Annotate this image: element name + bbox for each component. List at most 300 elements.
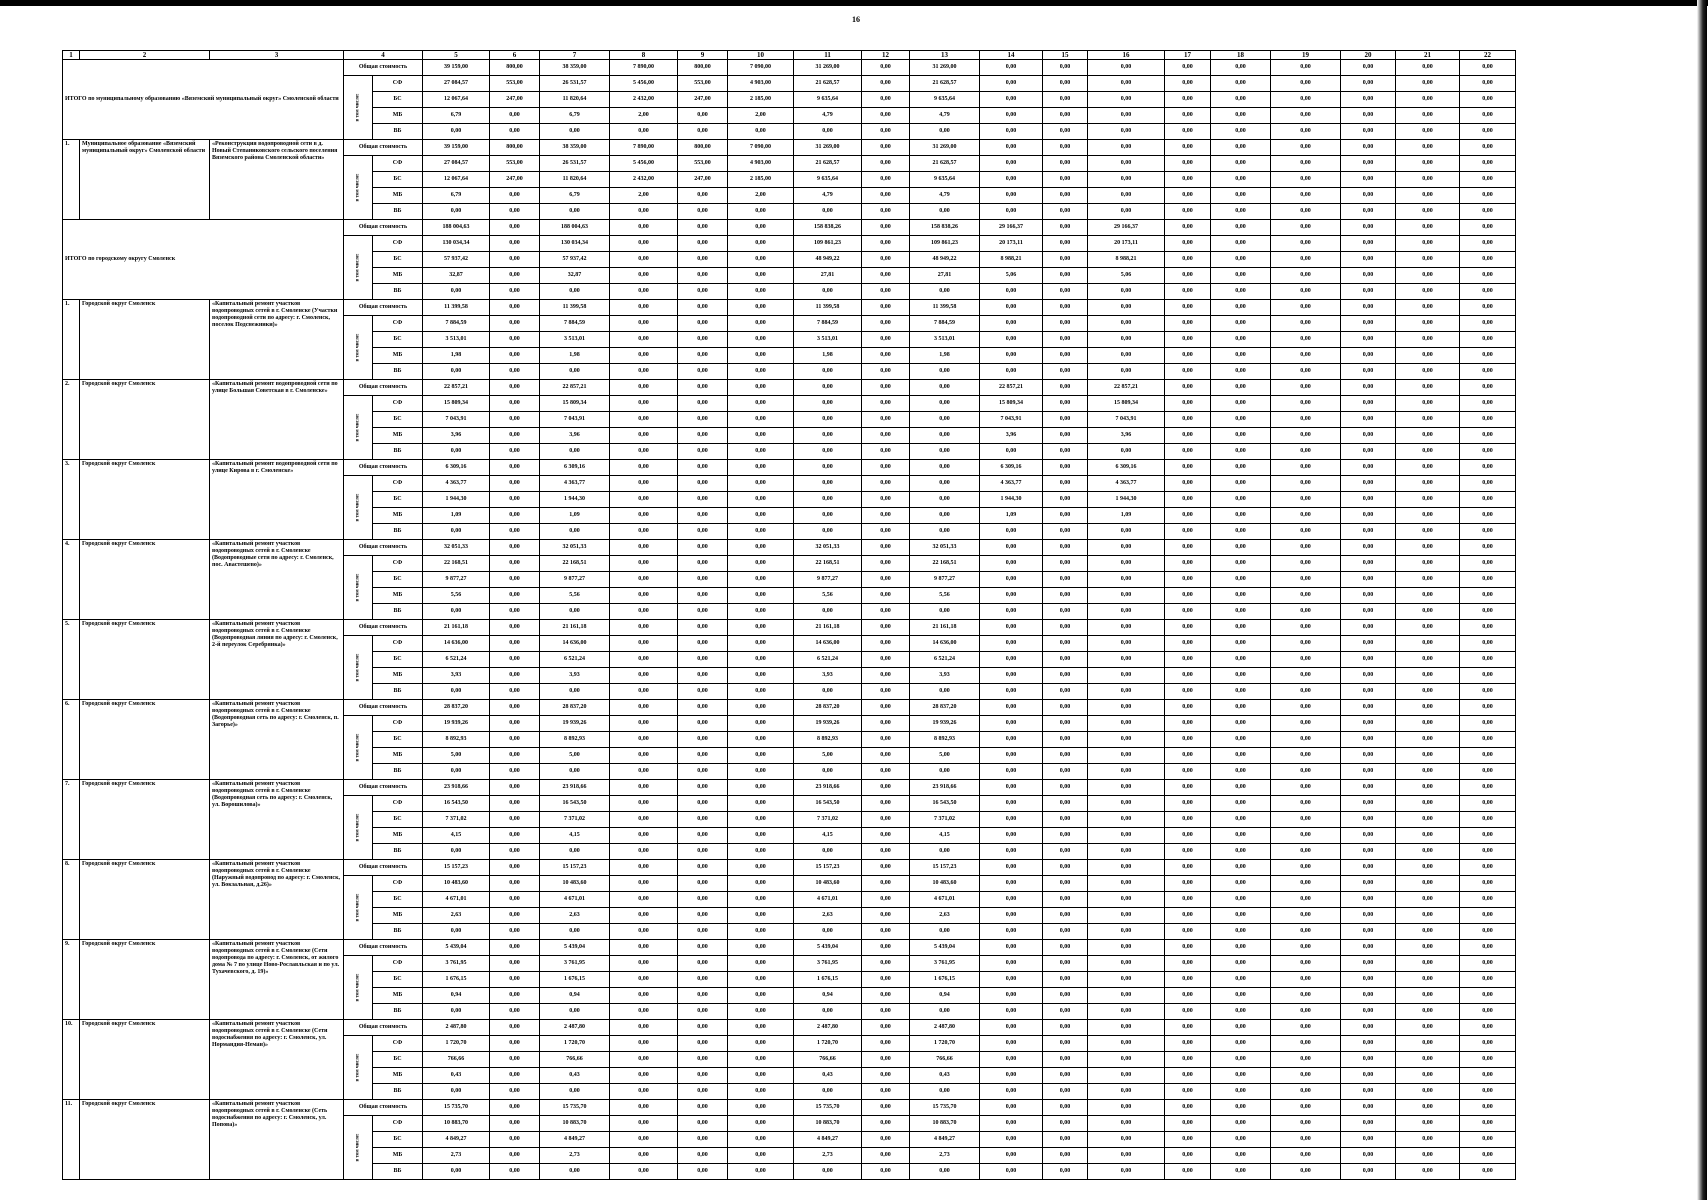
value-cell: 0,00: [1043, 476, 1088, 492]
value-cell: 27 084,57: [423, 76, 490, 92]
value-cell: 0,00: [1396, 460, 1460, 476]
value-cell: 0,00: [423, 924, 490, 940]
value-cell: 0,00: [980, 364, 1043, 380]
value-cell: 0,00: [728, 572, 794, 588]
value-cell: 0,00: [728, 236, 794, 252]
value-cell: 2,00: [728, 108, 794, 124]
value-cell: 32 051,33: [540, 540, 610, 556]
value-cell: 14 636,00: [540, 636, 610, 652]
value-cell: 188 004,63: [540, 220, 610, 236]
value-cell: 0,00: [1341, 588, 1396, 604]
value-cell: 21 161,18: [910, 620, 980, 636]
value-cell: 0,00: [1043, 412, 1088, 428]
value-cell: 0,00: [1271, 988, 1341, 1004]
value-cell: 0,00: [728, 876, 794, 892]
value-cell: 0,00: [1043, 572, 1088, 588]
value-cell: 0,00: [1396, 252, 1460, 268]
value-cell: 0,00: [1460, 684, 1516, 700]
value-cell: 0,00: [678, 892, 728, 908]
value-cell: 0,00: [1211, 220, 1271, 236]
value-cell: 0,00: [1043, 524, 1088, 540]
including-label: [344, 1036, 373, 1100]
value-cell: 10 483,60: [423, 876, 490, 892]
value-cell: 0,00: [1088, 1164, 1165, 1180]
including-label: [344, 1116, 373, 1180]
value-cell: 28 837,20: [794, 700, 862, 716]
including-label: [344, 476, 373, 540]
value-cell: 0,00: [1396, 124, 1460, 140]
value-cell: 0,00: [1165, 988, 1211, 1004]
value-cell: 28 837,20: [910, 700, 980, 716]
value-cell: 0,00: [1396, 380, 1460, 396]
value-cell: 0,00: [1088, 620, 1165, 636]
value-cell: 0,00: [610, 620, 678, 636]
value-cell: 0,00: [1211, 1004, 1271, 1020]
value-cell: 0,00: [1460, 284, 1516, 300]
value-cell: 0,00: [1271, 796, 1341, 812]
value-cell: 11 820,64: [540, 92, 610, 108]
value-cell: 0,00: [1211, 444, 1271, 460]
value-cell: 0,00: [678, 844, 728, 860]
value-cell: 0,00: [1211, 188, 1271, 204]
value-cell: 0,00: [980, 332, 1043, 348]
value-cell: 0,00: [1341, 316, 1396, 332]
value-cell: 0,00: [1271, 428, 1341, 444]
row-number: 11.: [63, 1100, 80, 1180]
value-cell: 10 483,60: [910, 876, 980, 892]
value-cell: 0,00: [490, 476, 540, 492]
value-cell: 10 883,70: [423, 1116, 490, 1132]
value-cell: 0,00: [1271, 156, 1341, 172]
value-cell: 0,00: [610, 252, 678, 268]
value-cell: 0,00: [1271, 60, 1341, 76]
funding-source-label: МБ: [373, 1068, 423, 1084]
value-cell: 0,00: [1211, 860, 1271, 876]
value-cell: 27,81: [794, 268, 862, 284]
object-name: «Капитальный ремонт водопроводной сети по улице Большая Советская в г. Смоленске»: [210, 380, 344, 460]
value-cell: 0,00: [610, 428, 678, 444]
value-cell: 0,00: [1165, 940, 1211, 956]
value-cell: 0,00: [862, 652, 910, 668]
value-cell: 7 043,91: [540, 412, 610, 428]
value-cell: 0,00: [980, 892, 1043, 908]
value-cell: 0,00: [610, 636, 678, 652]
value-cell: 0,00: [1165, 716, 1211, 732]
value-cell: 29 166,37: [1088, 220, 1165, 236]
value-cell: 0,00: [862, 812, 910, 828]
value-cell: 0,00: [490, 940, 540, 956]
value-cell: 0,00: [490, 268, 540, 284]
value-cell: 0,00: [678, 524, 728, 540]
value-cell: 5 456,00: [610, 156, 678, 172]
value-cell: 0,00: [1341, 556, 1396, 572]
value-cell: 16 543,50: [540, 796, 610, 812]
value-cell: 0,00: [1460, 732, 1516, 748]
value-cell: 0,00: [490, 716, 540, 732]
value-cell: 26 531,57: [540, 76, 610, 92]
value-cell: 0,00: [1043, 620, 1088, 636]
table-row: [63, 620, 1516, 636]
value-cell: 3,96: [980, 428, 1043, 444]
value-cell: 0,00: [1271, 924, 1341, 940]
value-cell: 0,00: [1341, 220, 1396, 236]
value-cell: 0,00: [1396, 76, 1460, 92]
value-cell: 0,00: [862, 108, 910, 124]
value-cell: 9 877,27: [423, 572, 490, 588]
value-cell: 0,00: [610, 940, 678, 956]
value-cell: 0,00: [1341, 268, 1396, 284]
value-cell: 0,00: [610, 956, 678, 972]
value-cell: 0,00: [490, 908, 540, 924]
value-cell: 0,00: [1211, 300, 1271, 316]
value-cell: 0,00: [540, 764, 610, 780]
value-cell: 31 269,00: [910, 60, 980, 76]
value-cell: 32,87: [540, 268, 610, 284]
value-cell: 20 173,11: [1088, 236, 1165, 252]
value-cell: 11 399,58: [794, 300, 862, 316]
value-cell: 0,00: [678, 252, 728, 268]
value-cell: 0,00: [490, 1068, 540, 1084]
value-cell: 2,63: [794, 908, 862, 924]
value-cell: 0,00: [1460, 764, 1516, 780]
value-cell: 0,00: [1271, 1100, 1341, 1116]
value-cell: 21 161,18: [794, 620, 862, 636]
value-cell: 0,00: [1460, 204, 1516, 220]
value-cell: 28 837,20: [423, 700, 490, 716]
value-cell: 4,79: [794, 108, 862, 124]
value-cell: 4,79: [794, 188, 862, 204]
value-cell: 0,00: [1165, 428, 1211, 444]
total-cost-label: Общая стоимость: [344, 140, 423, 156]
value-cell: 0,00: [1271, 364, 1341, 380]
value-cell: 0,00: [910, 476, 980, 492]
municipality-name: Городской округ Смоленск: [80, 940, 210, 1020]
value-cell: 0,00: [1341, 76, 1396, 92]
value-cell: 0,00: [1165, 508, 1211, 524]
value-cell: 0,00: [678, 812, 728, 828]
value-cell: 5,06: [1088, 268, 1165, 284]
value-cell: 0,00: [678, 188, 728, 204]
object-name: «Капитальный ремонт участков водопроводных сетей в г. Смоленске (Водопроводная сеть по адресу: г. Смоленск, ул. Ворошилова)»: [210, 780, 344, 860]
value-cell: 0,00: [1211, 156, 1271, 172]
value-cell: 0,00: [1211, 748, 1271, 764]
value-cell: 0,00: [980, 300, 1043, 316]
value-cell: 0,00: [490, 796, 540, 812]
value-cell: 0,00: [862, 124, 910, 140]
value-cell: 0,00: [490, 1052, 540, 1068]
value-cell: 0,00: [1396, 908, 1460, 924]
value-cell: 7 890,00: [610, 60, 678, 76]
value-cell: 0,00: [1165, 780, 1211, 796]
value-cell: 0,00: [862, 924, 910, 940]
value-cell: 10 883,70: [540, 1116, 610, 1132]
value-cell: 5,56: [910, 588, 980, 604]
value-cell: 0,00: [1043, 732, 1088, 748]
value-cell: 0,94: [423, 988, 490, 1004]
value-cell: 0,00: [1396, 956, 1460, 972]
value-cell: 7 884,59: [540, 316, 610, 332]
value-cell: 0,00: [1088, 668, 1165, 684]
value-cell: 15 157,23: [910, 860, 980, 876]
value-cell: 0,00: [1211, 1068, 1271, 1084]
value-cell: 0,00: [794, 764, 862, 780]
value-cell: 0,00: [862, 700, 910, 716]
value-cell: 0,00: [1211, 764, 1271, 780]
value-cell: 0,00: [1043, 924, 1088, 940]
funding-source-label: МБ: [373, 428, 423, 444]
value-cell: 0,00: [862, 252, 910, 268]
value-cell: 5,56: [794, 588, 862, 604]
value-cell: 0,00: [862, 748, 910, 764]
value-cell: 0,00: [910, 444, 980, 460]
value-cell: 0,00: [1165, 604, 1211, 620]
value-cell: 0,00: [1165, 1148, 1211, 1164]
value-cell: 0,00: [1460, 124, 1516, 140]
value-cell: 0,00: [1088, 140, 1165, 156]
value-cell: 0,00: [540, 924, 610, 940]
value-cell: 0,00: [1271, 268, 1341, 284]
value-cell: 0,00: [490, 1100, 540, 1116]
value-cell: 0,00: [980, 748, 1043, 764]
value-cell: 0,00: [1341, 668, 1396, 684]
value-cell: 0,00: [1165, 172, 1211, 188]
object-name: «Капитальный ремонт участков водопроводных сетей в г. Смоленске (Наружный водопровод по адресу: г. Смоленск, ул. Вокзальная, д.26)»: [210, 860, 344, 940]
value-cell: 10 483,60: [540, 876, 610, 892]
value-cell: 7 884,59: [910, 316, 980, 332]
value-cell: 32 051,33: [423, 540, 490, 556]
value-cell: 0,00: [1396, 300, 1460, 316]
value-cell: 0,00: [1341, 236, 1396, 252]
value-cell: 0,00: [1271, 348, 1341, 364]
including-label: [344, 236, 373, 300]
value-cell: 0,00: [678, 492, 728, 508]
value-cell: 0,00: [728, 460, 794, 476]
value-cell: 0,00: [1341, 284, 1396, 300]
value-cell: 553,00: [490, 76, 540, 92]
value-cell: 0,00: [1165, 636, 1211, 652]
value-cell: 3 513,01: [540, 332, 610, 348]
including-text: в том числе:: [355, 733, 361, 762]
value-cell: 0,00: [1396, 604, 1460, 620]
value-cell: 0,00: [1271, 844, 1341, 860]
value-cell: 0,00: [1271, 284, 1341, 300]
value-cell: 0,00: [728, 812, 794, 828]
value-cell: 0,00: [1271, 476, 1341, 492]
value-cell: 0,00: [862, 1004, 910, 1020]
value-cell: 19 939,26: [540, 716, 610, 732]
column-number: 20: [1341, 51, 1396, 60]
value-cell: 22 857,21: [540, 380, 610, 396]
value-cell: 0,00: [1088, 108, 1165, 124]
value-cell: 38 359,00: [540, 140, 610, 156]
value-cell: 1,98: [910, 348, 980, 364]
value-cell: 553,00: [678, 76, 728, 92]
value-cell: 0,00: [1088, 316, 1165, 332]
value-cell: 0,00: [1460, 972, 1516, 988]
value-cell: 0,00: [1341, 988, 1396, 1004]
value-cell: 19 939,26: [794, 716, 862, 732]
value-cell: 1 720,70: [910, 1036, 980, 1052]
value-cell: 0,00: [610, 972, 678, 988]
value-cell: 0,00: [423, 364, 490, 380]
value-cell: 0,00: [1396, 476, 1460, 492]
value-cell: 15 157,23: [423, 860, 490, 876]
value-cell: 7 371,02: [423, 812, 490, 828]
funding-source-label: СФ: [373, 1036, 423, 1052]
value-cell: 0,43: [423, 1068, 490, 1084]
value-cell: 0,00: [610, 908, 678, 924]
value-cell: 0,00: [1088, 348, 1165, 364]
value-cell: 0,00: [490, 1148, 540, 1164]
value-cell: 0,00: [1396, 684, 1460, 700]
value-cell: 0,00: [1271, 1036, 1341, 1052]
value-cell: 0,00: [1341, 652, 1396, 668]
value-cell: 1,98: [540, 348, 610, 364]
value-cell: 0,00: [490, 732, 540, 748]
value-cell: 0,00: [1341, 1052, 1396, 1068]
value-cell: 0,00: [728, 1116, 794, 1132]
value-cell: 0,00: [1271, 524, 1341, 540]
value-cell: 0,00: [1088, 188, 1165, 204]
value-cell: 0,00: [610, 812, 678, 828]
value-cell: 0,00: [1396, 876, 1460, 892]
including-text: в том числе:: [355, 413, 361, 442]
value-cell: 0,00: [1396, 780, 1460, 796]
total-cost-label: Общая стоимость: [344, 700, 423, 716]
value-cell: 0,00: [1043, 60, 1088, 76]
value-cell: 0,00: [490, 588, 540, 604]
value-cell: 800,00: [490, 140, 540, 156]
value-cell: 29 166,37: [980, 220, 1043, 236]
value-cell: 0,00: [1341, 684, 1396, 700]
value-cell: 6 309,16: [980, 460, 1043, 476]
value-cell: 0,00: [678, 1036, 728, 1052]
value-cell: 0,00: [1211, 844, 1271, 860]
value-cell: 0,00: [1088, 332, 1165, 348]
value-cell: 800,00: [678, 60, 728, 76]
value-cell: 0,00: [728, 380, 794, 396]
value-cell: 0,00: [540, 124, 610, 140]
value-cell: 0,00: [540, 1164, 610, 1180]
value-cell: 0,00: [1341, 204, 1396, 220]
value-cell: 5,00: [794, 748, 862, 764]
value-cell: 0,00: [980, 284, 1043, 300]
value-cell: 553,00: [678, 156, 728, 172]
value-cell: 0,00: [862, 188, 910, 204]
value-cell: 553,00: [490, 156, 540, 172]
value-cell: 0,00: [1088, 764, 1165, 780]
value-cell: 3,93: [910, 668, 980, 684]
table-row: [63, 940, 1516, 956]
value-cell: 0,00: [1460, 588, 1516, 604]
value-cell: 0,00: [1088, 636, 1165, 652]
value-cell: 0,00: [1211, 636, 1271, 652]
value-cell: 0,00: [678, 716, 728, 732]
value-cell: 0,00: [678, 508, 728, 524]
value-cell: 0,00: [610, 988, 678, 1004]
value-cell: 0,00: [678, 1020, 728, 1036]
value-cell: 2 185,00: [728, 172, 794, 188]
value-cell: 0,00: [1043, 940, 1088, 956]
value-cell: 0,00: [490, 1020, 540, 1036]
value-cell: 0,00: [980, 908, 1043, 924]
value-cell: 0,00: [728, 764, 794, 780]
value-cell: 0,00: [610, 332, 678, 348]
budget-table: [62, 50, 1516, 1180]
value-cell: 0,00: [980, 588, 1043, 604]
value-cell: 0,00: [1043, 764, 1088, 780]
value-cell: 0,00: [1271, 684, 1341, 700]
value-cell: 0,00: [1088, 1004, 1165, 1020]
funding-source-label: СФ: [373, 956, 423, 972]
value-cell: 0,00: [794, 444, 862, 460]
value-cell: 7 043,91: [980, 412, 1043, 428]
value-cell: 0,00: [1341, 1116, 1396, 1132]
value-cell: 7 090,00: [728, 60, 794, 76]
value-cell: 0,00: [490, 876, 540, 892]
value-cell: 0,00: [1341, 796, 1396, 812]
value-cell: 7 090,00: [728, 140, 794, 156]
value-cell: 0,00: [1396, 1164, 1460, 1180]
value-cell: 22 857,21: [980, 380, 1043, 396]
value-cell: 0,00: [1211, 108, 1271, 124]
value-cell: 0,00: [678, 556, 728, 572]
value-cell: 0,00: [1165, 92, 1211, 108]
value-cell: 0,00: [1211, 940, 1271, 956]
value-cell: 0,00: [1396, 796, 1460, 812]
value-cell: 5,56: [540, 588, 610, 604]
value-cell: 0,00: [1043, 92, 1088, 108]
value-cell: 2 487,80: [910, 1020, 980, 1036]
value-cell: 0,00: [1043, 716, 1088, 732]
value-cell: 766,66: [540, 1052, 610, 1068]
value-cell: 0,00: [1460, 220, 1516, 236]
funding-source-label: СФ: [373, 76, 423, 92]
row-number: 9.: [63, 940, 80, 1020]
value-cell: 0,00: [1460, 908, 1516, 924]
table-row: [63, 380, 1516, 396]
value-cell: 0,00: [1165, 300, 1211, 316]
value-cell: 0,00: [1341, 172, 1396, 188]
value-cell: 0,00: [1460, 268, 1516, 284]
value-cell: 0,00: [610, 924, 678, 940]
value-cell: 0,00: [1396, 748, 1460, 764]
value-cell: 9 635,64: [794, 92, 862, 108]
value-cell: 0,00: [862, 1148, 910, 1164]
value-cell: 0,00: [862, 220, 910, 236]
funding-source-label: ВБ: [373, 204, 423, 220]
value-cell: 0,00: [1043, 252, 1088, 268]
value-cell: 0,00: [1043, 588, 1088, 604]
value-cell: 0,00: [910, 204, 980, 220]
value-cell: 4,15: [794, 828, 862, 844]
table-row: [63, 60, 1516, 76]
value-cell: 0,00: [610, 124, 678, 140]
value-cell: 0,00: [1271, 940, 1341, 956]
value-cell: 0,00: [610, 652, 678, 668]
column-number: 13: [910, 51, 980, 60]
total-cost-label: Общая стоимость: [344, 940, 423, 956]
value-cell: 0,00: [1460, 492, 1516, 508]
value-cell: 0,00: [1271, 444, 1341, 460]
value-cell: 0,00: [423, 444, 490, 460]
value-cell: 0,00: [1341, 764, 1396, 780]
value-cell: 3 513,01: [794, 332, 862, 348]
value-cell: 0,00: [610, 348, 678, 364]
column-number: 15: [1043, 51, 1088, 60]
object-name: «Реконструкция водопроводной сети в д. Новый Степаниковского сельского поселения Вяземского района Смоленской области»: [210, 140, 344, 220]
value-cell: 14 636,00: [794, 636, 862, 652]
